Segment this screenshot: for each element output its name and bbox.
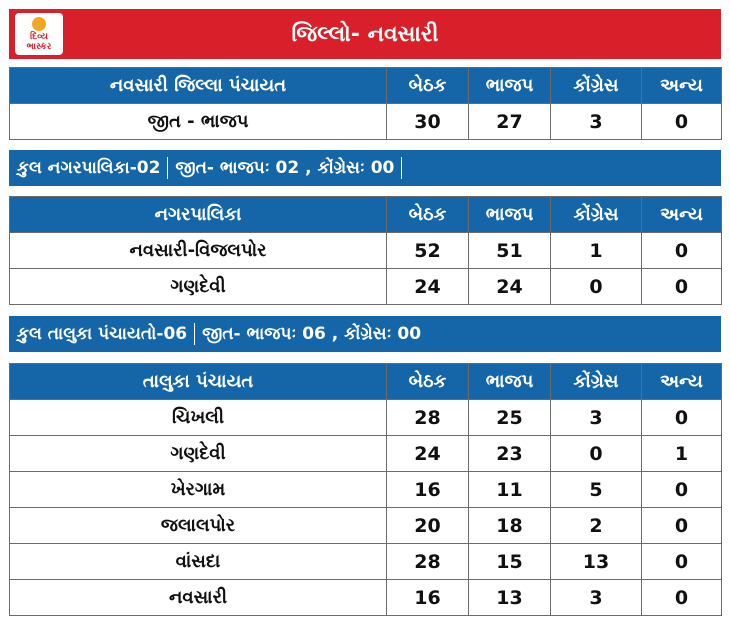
column-header: ભાજપ — [469, 364, 551, 400]
table-cell: 11 — [469, 472, 551, 508]
row-label: ગણદેવી — [10, 269, 387, 305]
table-row — [10, 544, 722, 580]
municipality-summary-bar — [9, 150, 721, 186]
table-header-row — [10, 68, 722, 104]
table-cell: 5 — [551, 472, 642, 508]
column-header: તાલુકા પંચાયત — [10, 364, 387, 400]
table-cell: 15 — [469, 544, 551, 580]
page-title: જિલ્લો- નવસારી — [291, 21, 439, 47]
table-cell: 0 — [642, 400, 722, 436]
logo-line2: ભાસ્કર — [26, 41, 52, 52]
table-row — [10, 233, 722, 269]
table-row — [10, 472, 722, 508]
table-cell: 18 — [469, 508, 551, 544]
district-panchayat-table — [9, 67, 722, 140]
row-label: જીત - ભાજપ — [10, 104, 387, 140]
taluka-count: કુલ તાલુકા પંચાયતો-06 — [17, 324, 188, 344]
table-cell: 3 — [551, 580, 642, 616]
table-cell: 28 — [387, 400, 469, 436]
table-cell: 0 — [642, 104, 722, 140]
table-cell: 0 — [642, 472, 722, 508]
table-cell: 13 — [469, 580, 551, 616]
table-cell: 1 — [551, 233, 642, 269]
sun-icon — [32, 17, 46, 31]
table-row — [10, 436, 722, 472]
table-cell: 0 — [642, 233, 722, 269]
page-header — [9, 9, 721, 59]
column-header: કોંગ્રેસ — [551, 197, 642, 233]
table-row — [10, 400, 722, 436]
column-header: કોંગ્રેસ — [551, 68, 642, 104]
divya-bhaskar-logo — [15, 13, 63, 55]
table-cell: 0 — [642, 580, 722, 616]
column-header: કોંગ્રેસ — [551, 364, 642, 400]
table-header-row — [10, 197, 722, 233]
row-label: ચિખલી — [10, 400, 387, 436]
municipality-result: જીત- ભાજપઃ 02 , કોંગ્રેસઃ 00 — [175, 158, 395, 178]
column-header: અન્ય — [642, 364, 722, 400]
column-header: બેઠક — [387, 364, 469, 400]
table-cell: 3 — [551, 104, 642, 140]
column-header: નગરપાલિકા — [10, 197, 387, 233]
table-cell: 20 — [387, 508, 469, 544]
column-header: ભાજપ — [469, 68, 551, 104]
table-cell: 24 — [387, 436, 469, 472]
column-header: બેઠક — [387, 68, 469, 104]
table-cell: 0 — [642, 269, 722, 305]
table-cell: 1 — [642, 436, 722, 472]
divider — [194, 323, 195, 345]
taluka-result: જીત- ભાજપઃ 06 , કોંગ્રેસઃ 00 — [202, 324, 422, 344]
table-cell: 3 — [551, 400, 642, 436]
column-header: ભાજપ — [469, 197, 551, 233]
table-cell: 24 — [469, 269, 551, 305]
table-cell: 2 — [551, 508, 642, 544]
municipality-count: કુલ નગરપાલિકા-02 — [17, 158, 161, 178]
table-cell: 13 — [551, 544, 642, 580]
row-label: જલાલપોર — [10, 508, 387, 544]
table-row — [10, 508, 722, 544]
table-row — [10, 580, 722, 616]
table-cell: 0 — [642, 544, 722, 580]
table-row — [10, 269, 722, 305]
table-cell: 23 — [469, 436, 551, 472]
table-cell: 24 — [387, 269, 469, 305]
table-cell: 0 — [642, 508, 722, 544]
row-label: નવસારી-વિજલપોર — [10, 233, 387, 269]
column-header: બેઠક — [387, 197, 469, 233]
row-label: વાંસદા — [10, 544, 387, 580]
table-cell: 16 — [387, 472, 469, 508]
table-cell: 25 — [469, 400, 551, 436]
row-label: નવસારી — [10, 580, 387, 616]
municipality-table — [9, 196, 722, 305]
divider — [401, 157, 402, 179]
taluka-summary-bar — [9, 316, 721, 352]
taluka-panchayat-table — [9, 363, 722, 616]
divider — [167, 157, 168, 179]
column-header: અન્ય — [642, 197, 722, 233]
table-cell: 52 — [387, 233, 469, 269]
column-header: નવસારી જિલ્લા પંચાયત — [10, 68, 387, 104]
table-cell: 0 — [551, 269, 642, 305]
table-cell: 28 — [387, 544, 469, 580]
table-cell: 0 — [551, 436, 642, 472]
table-cell: 16 — [387, 580, 469, 616]
row-label: ખેરગામ — [10, 472, 387, 508]
table-cell: 51 — [469, 233, 551, 269]
table-cell: 30 — [387, 104, 469, 140]
column-header: અન્ય — [642, 68, 722, 104]
table-header-row — [10, 364, 722, 400]
row-label: ગણદેવી — [10, 436, 387, 472]
logo-line1: દિવ્ય — [30, 31, 48, 42]
table-cell: 27 — [469, 104, 551, 140]
table-row — [10, 104, 722, 140]
